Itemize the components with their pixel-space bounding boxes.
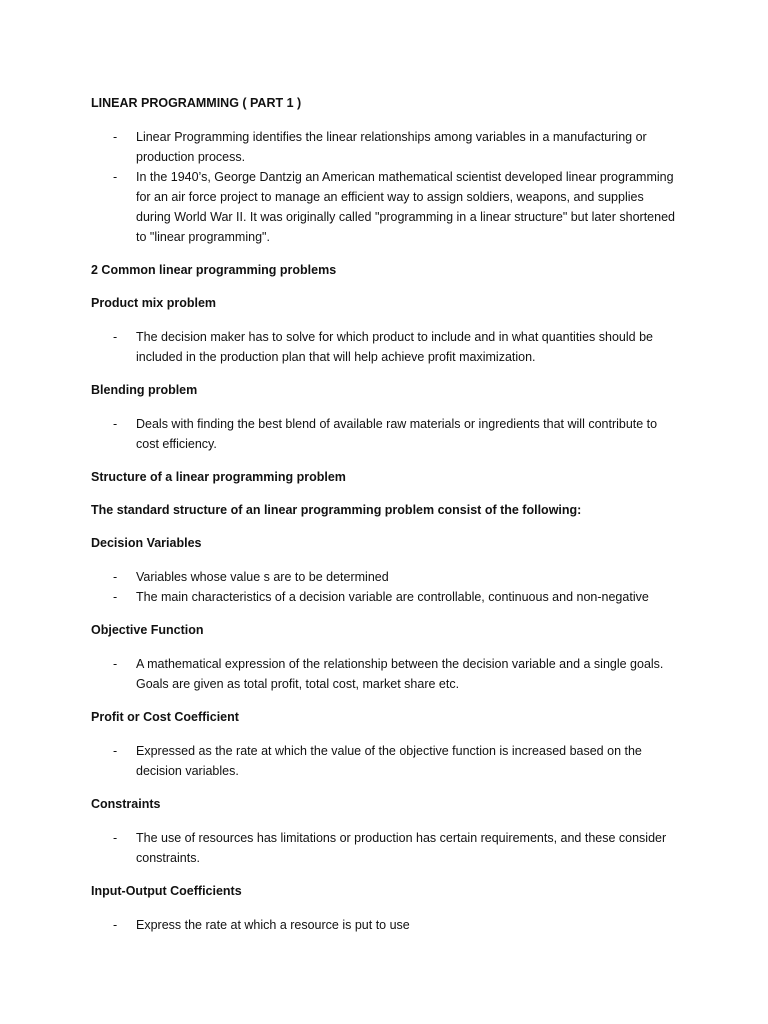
- blending-bullet-list: [91, 414, 681, 454]
- bullet-dash: -: [113, 744, 118, 758]
- coefficient-bullet-list: [91, 741, 681, 781]
- list-item: [91, 567, 681, 587]
- coefficient-heading: Profit or Cost Coefficient: [91, 710, 239, 724]
- common-problems-heading: 2 Common linear programming problems: [91, 263, 337, 277]
- bullet-text: The main characteristics of a decision variable are controllable, continuous and non-negative: [136, 590, 649, 604]
- bullet-text: Variables whose value s are to be determined: [136, 570, 389, 584]
- bullet-dash: -: [113, 657, 118, 671]
- list-item: [91, 654, 681, 694]
- bullet-dash: -: [113, 330, 118, 344]
- structure-heading: Structure of a linear programming problem: [91, 470, 346, 484]
- bullet-dash: -: [113, 417, 118, 431]
- product-mix-heading: Product mix problem: [91, 296, 217, 310]
- io-coefficients-heading: Input-Output Coefficients: [91, 884, 242, 898]
- bullet-text: Expressed as the rate at which the value of the objective function is increased based on the decision variables.: [136, 744, 642, 778]
- list-item: [91, 327, 681, 367]
- product-mix-bullet-list: [91, 327, 681, 367]
- list-item: [91, 828, 681, 868]
- constraints-heading: Constraints: [91, 797, 161, 811]
- objective-function-heading: Objective Function: [91, 623, 204, 637]
- decision-variables-bullet-list: [91, 567, 681, 607]
- structure-intro: The standard structure of an linear programming problem consist of the following:: [91, 503, 582, 517]
- bullet-text: Linear Programming identifies the linear relationships among variables in a manufacturing or production process.: [136, 130, 647, 164]
- list-item: [91, 127, 681, 167]
- blending-heading: Blending problem: [91, 383, 198, 397]
- intro-bullet-list: [91, 127, 681, 247]
- bullet-text: Express the rate at which a resource is put to use: [136, 918, 410, 932]
- list-item: [91, 167, 681, 247]
- bullet-text: The use of resources has limitations or production has certain requirements, and these consider constraints.: [136, 831, 667, 865]
- list-item: [91, 741, 681, 781]
- list-item: [91, 587, 681, 607]
- bullet-text: Deals with finding the best blend of available raw materials or ingredients that will contribute to cost efficiency.: [136, 417, 658, 451]
- bullet-text: A mathematical expression of the relationship between the decision variable and a single goals. Goals are given as total profit, total cost, market share etc.: [136, 657, 664, 691]
- bullet-text: In the 1940’s, George Dantzig an American mathematical scientist developed linear programming for an air force project to manage an efficient way to assign soldiers, weapons, and supplies during World War II. It was originally called "programming in a linear structure" but later shortened to "linear programming".: [136, 170, 675, 244]
- bullet-dash: -: [113, 570, 118, 584]
- document-title: LINEAR PROGRAMMING ( PART 1 ): [91, 96, 302, 110]
- decision-variables-heading: Decision Variables: [91, 536, 202, 550]
- list-item: [91, 414, 681, 454]
- bullet-dash: -: [113, 170, 118, 184]
- constraints-bullet-list: [91, 828, 681, 868]
- bullet-text: The decision maker has to solve for which product to include and in what quantities should be included in the production plan that will help achieve profit maximization.: [136, 330, 653, 364]
- objective-function-bullet-list: [91, 654, 681, 694]
- bullet-dash: -: [113, 130, 118, 144]
- document-body: [91, 94, 681, 949]
- bullet-dash: -: [113, 831, 118, 845]
- list-item: [91, 915, 681, 935]
- bullet-dash: -: [113, 590, 118, 604]
- io-coefficients-bullet-list: [91, 915, 681, 935]
- bullet-dash: -: [113, 918, 118, 932]
